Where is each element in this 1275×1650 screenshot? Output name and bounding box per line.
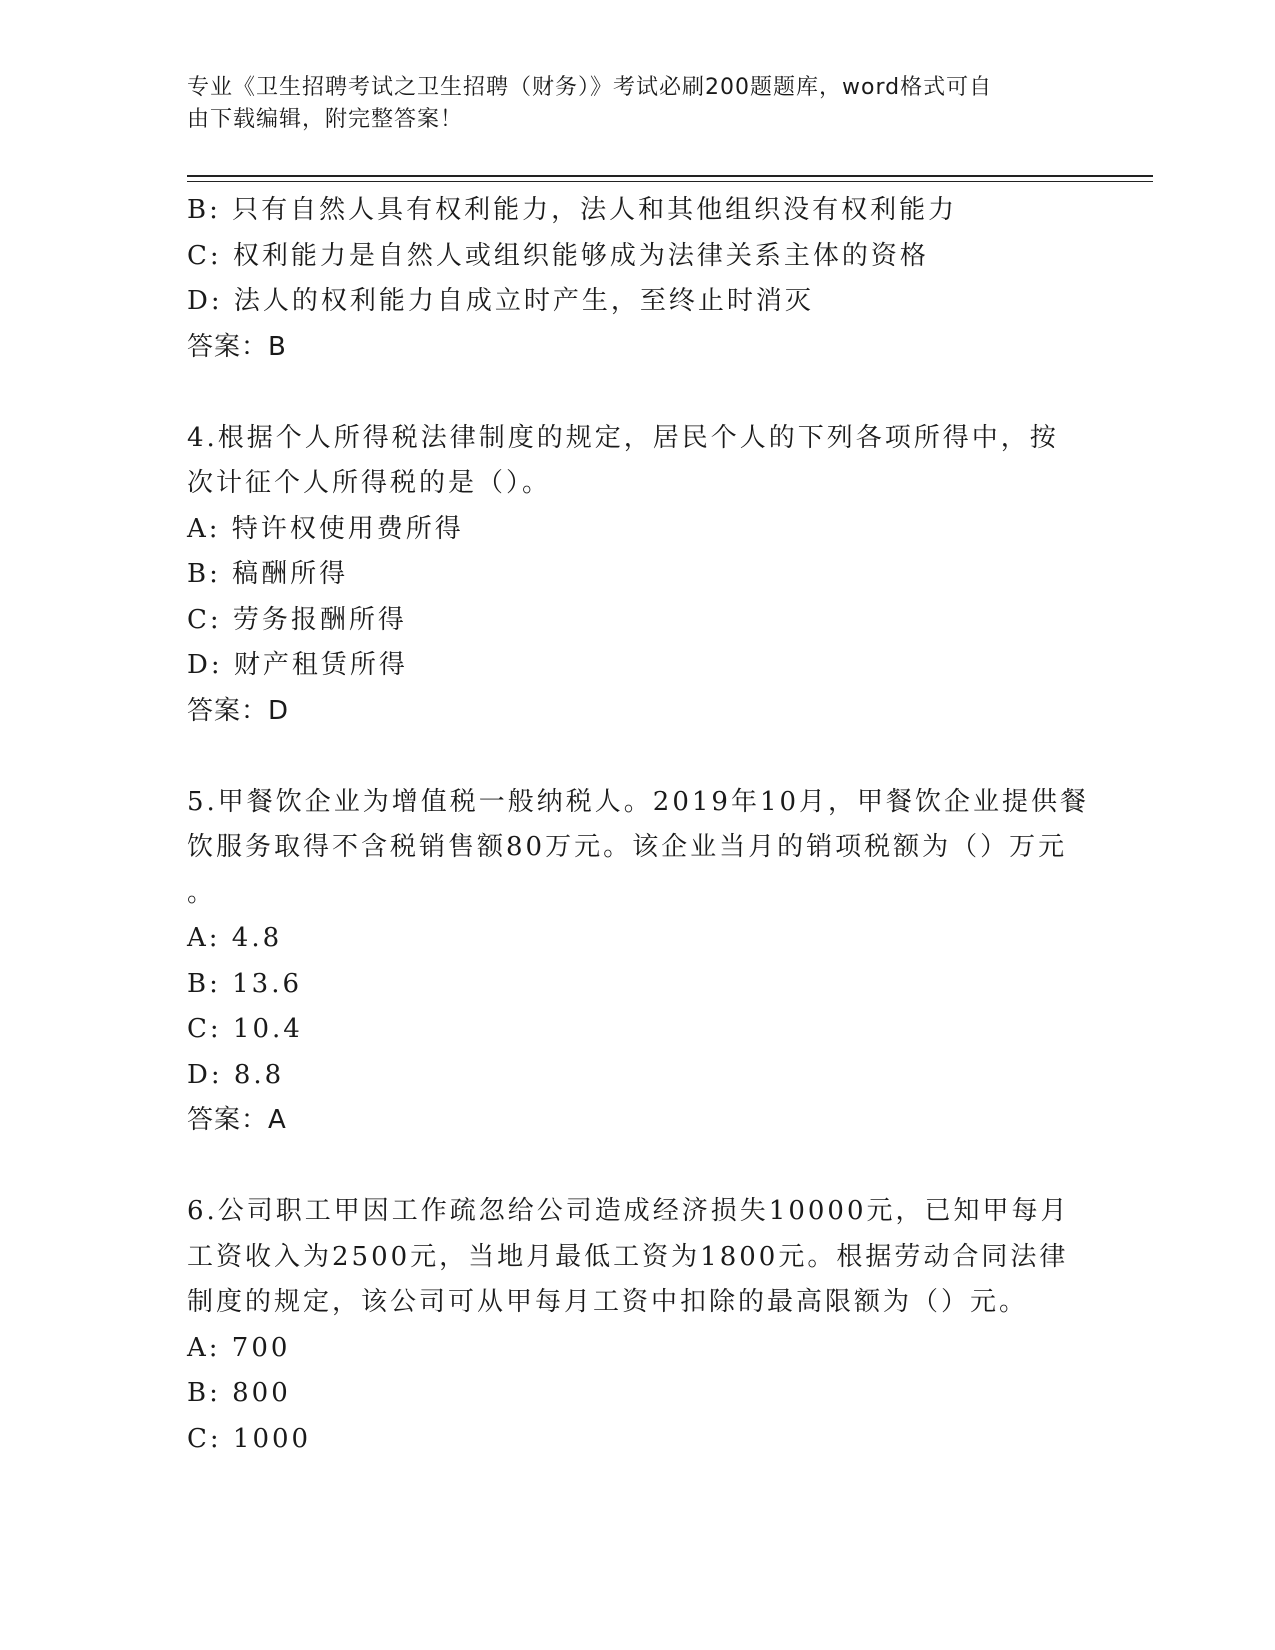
header-title-line-2: 由下载编辑，附完整答案！: [187, 107, 464, 132]
header-title-line-1: 专业《卫生招聘考试之卫生招聘（财务）》考试必刷200题题库，word格式可自: [187, 75, 993, 100]
answer-label: 答案：B: [187, 331, 287, 362]
question-5: [187, 780, 1090, 1144]
option-b: B: 只有自然人具有权利能力，法人和其他组织没有权利能力: [187, 195, 958, 225]
question-stem-line-3: 制度的规定，该公司可从甲每月工资中扣除的最高限额为（）元。: [187, 1287, 1029, 1317]
question-3: [187, 188, 1087, 370]
option-a: A: 特许权使用费所得: [187, 513, 464, 544]
option-c: C: 10.4: [187, 1014, 303, 1044]
option-b: B: 稿酬所得: [187, 559, 349, 589]
option-d: D: 8.8: [187, 1059, 285, 1090]
option-c: C: 权利能力是自然人或组织能够成为法律关系主体的资格: [187, 240, 929, 271]
document-header: [187, 72, 1067, 136]
question-stem-line-2: 饮服务取得不含税销售额80万元。该企业当月的销项税额为（）万元: [187, 832, 1068, 862]
question-6: [187, 1189, 1087, 1462]
question-4: [187, 416, 1087, 735]
option-d: D: 法人的权利能力自成立时产生，至终止时消灭: [187, 286, 814, 316]
option-d: D: 财产租赁所得: [187, 650, 408, 680]
option-b: B: 13.6: [187, 968, 303, 999]
option-c: C: 劳务报酬所得: [187, 604, 407, 635]
spacer: [187, 734, 1087, 780]
question-stem-line-1: 5.甲餐饮企业为增值税一般纳税人。2019年10月，甲餐饮企业提供餐: [187, 786, 1090, 817]
option-a: A: 4.8: [187, 923, 283, 953]
spacer: [187, 1144, 1087, 1190]
question-list: [187, 188, 1090, 1462]
header-divider-thin: [187, 181, 1153, 182]
question-stem-line-1: 4.根据个人所得税法律制度的规定，居民个人的下列各项所得中，按: [187, 422, 1059, 453]
option-b: B: 800: [187, 1378, 291, 1408]
spacer: [187, 370, 1087, 416]
question-stem-line-1: 6.公司职工甲因工作疏忽给公司造成经济损失10000元，已知甲每月: [187, 1196, 1070, 1226]
answer-label: 答案：A: [187, 1105, 287, 1135]
header-divider-thick: [187, 175, 1153, 177]
question-stem-line-2: 次计征个人所得税的是（）。: [187, 468, 552, 498]
option-a: A: 700: [187, 1332, 291, 1363]
question-stem-line-3: 。: [187, 877, 217, 908]
answer-label: 答案：D: [187, 695, 290, 726]
question-stem-line-2: 工资收入为2500元，当地月最低工资为1800元。根据劳动合同法律: [187, 1241, 1069, 1272]
option-c: C: 1000: [187, 1423, 312, 1454]
